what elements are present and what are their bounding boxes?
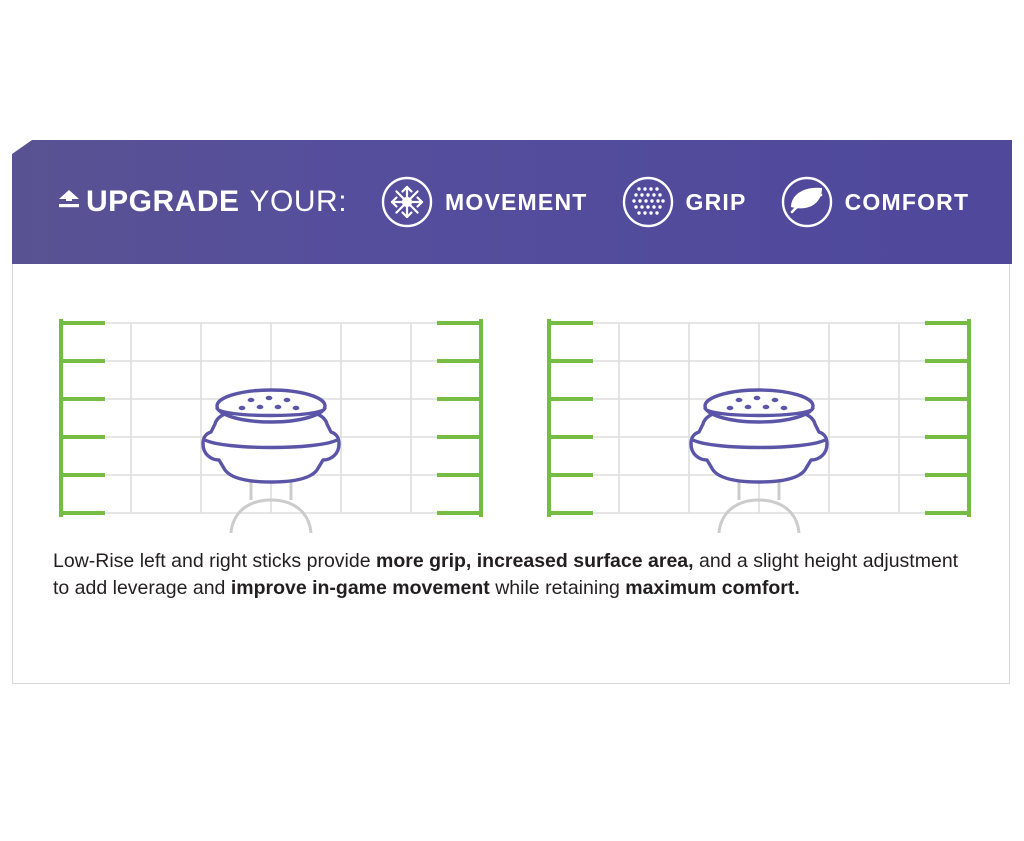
feature-comfort bbox=[781, 176, 970, 228]
feature-grip-label: GRIP bbox=[685, 188, 747, 215]
caption-text bbox=[53, 548, 965, 602]
caption-line1-b: provide bbox=[306, 550, 376, 572]
comfort-leaf-icon bbox=[781, 176, 833, 228]
caption-line2-b: while bbox=[489, 577, 540, 599]
feature-comfort-label: COMFORT bbox=[844, 188, 970, 215]
low-rise-stick bbox=[203, 390, 339, 482]
caption-line2-bold: improve in-game movement bbox=[230, 577, 490, 599]
caption-line1-bold: more grip, increased surface area, bbox=[375, 550, 694, 572]
feature-movement bbox=[381, 176, 588, 228]
left-stick-panel bbox=[55, 318, 487, 533]
caption-line1-a: Low-Rise left and right sticks bbox=[53, 550, 302, 572]
diagram-panels bbox=[13, 264, 1011, 534]
upgrade-banner bbox=[12, 140, 1012, 264]
upgrade-word: UPGRADE bbox=[86, 185, 240, 218]
grip-dots-icon bbox=[622, 176, 674, 228]
caption-line3-bold: maximum comfort. bbox=[625, 577, 800, 599]
right-stick-panel bbox=[543, 318, 975, 533]
content-card bbox=[12, 264, 1010, 684]
caption-line1-c: and a bbox=[693, 550, 748, 572]
upgrade-arrow-icon bbox=[58, 188, 80, 214]
caption-line2-a: slight height adjustment to add leverage and bbox=[53, 550, 959, 599]
movement-snowflake-icon bbox=[381, 176, 433, 228]
ruler-right bbox=[927, 321, 969, 515]
ruler-left bbox=[61, 321, 103, 515]
upgrade-heading bbox=[58, 185, 347, 219]
low-rise-stick bbox=[691, 390, 827, 482]
caption-line3-a: retaining bbox=[545, 577, 626, 599]
ruler-right bbox=[439, 321, 481, 515]
feature-grip bbox=[622, 176, 747, 228]
banner-content bbox=[12, 140, 1012, 264]
feature-movement-label: MOVEMENT bbox=[445, 188, 588, 215]
your-word: YOUR: bbox=[249, 185, 348, 218]
ruler-left bbox=[549, 321, 591, 515]
